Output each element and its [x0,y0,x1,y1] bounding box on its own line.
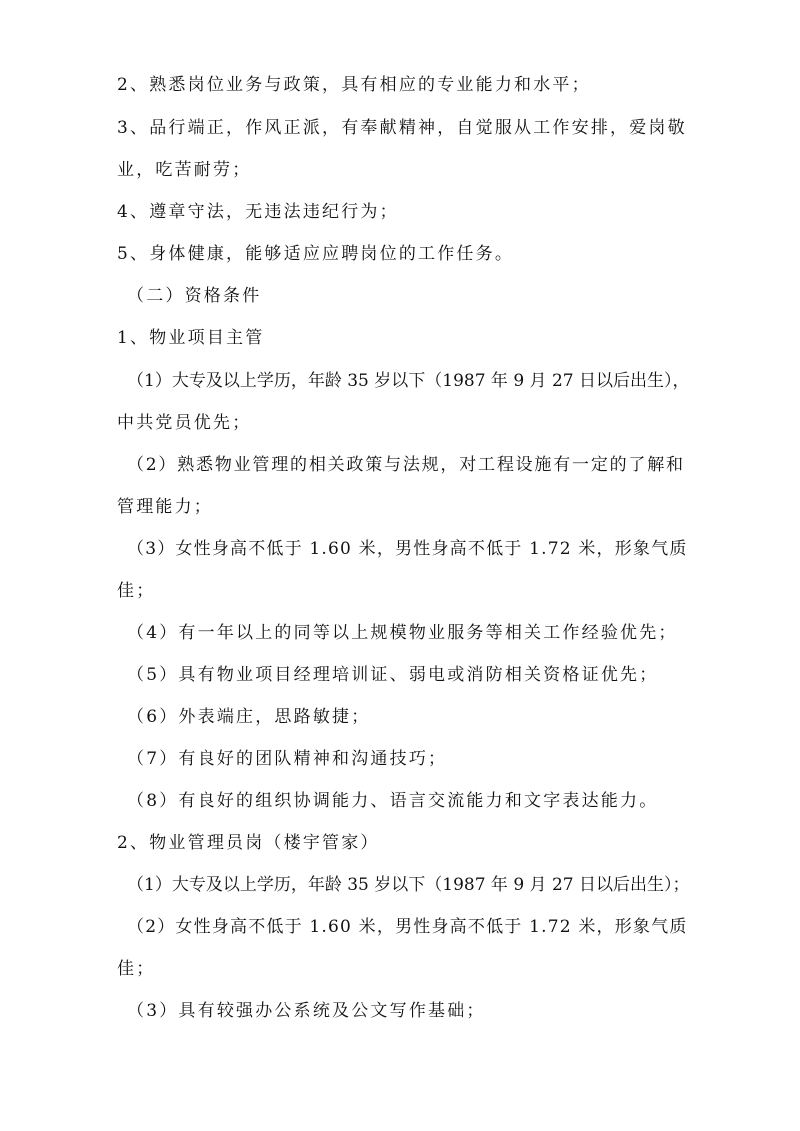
position-1-condition-2: （2）熟悉物业管理的相关政策与法规，对工程设施有一定的了解和 [127,455,685,475]
requirement-item-4: 4、遵章守法，无违法违纪行为； [117,202,399,222]
requirement-item-2: 2、熟悉岗位业务与政策，具有相应的专业能力和水平； [117,75,591,95]
position-1-condition-3-continued: 佳； [117,581,156,601]
position-1-condition-4: （4）有一年以上的同等以上规模物业服务等相关工作经验优先； [127,623,678,643]
requirement-item-5: 5、身体健康，能够适应应聘岗位的工作任务。 [117,244,515,264]
position-1-condition-1-continued: 中共党员优先； [117,413,252,433]
requirement-item-3: 3、品行端正，作风正派，有奉献精神，自觉服从工作安排，爱岗敬 [117,118,687,138]
position-1-condition-6: （6）外表端庄，思路敏捷； [127,707,371,727]
position-1-condition-1: （1）大专及以上学历，年龄 35 岁以下（1987 年 9 月 27 日以后出生）， [127,371,690,391]
position-heading-2: 2、物业管理员岗（楼宇管家） [117,833,380,853]
position-2-condition-2-continued: 佳； [117,959,156,979]
position-2-condition-1: （1）大专及以上学历，年龄 35 岁以下（1987 年 9 月 27 日以后出生）； [127,875,690,895]
section-heading-qualifications: （二）资格条件 [127,286,262,306]
position-2-condition-3: （3）具有较强办公系统及公文写作基础； [127,1001,486,1021]
position-1-condition-2-continued: 管理能力； [117,497,213,517]
position-heading-1: 1、物业项目主管 [117,328,265,348]
position-1-condition-3: （3）女性身高不低于 1.60 米，男性身高不低于 1.72 米，形象气质 [127,539,688,559]
requirement-item-3-continued: 业，吃苦耐劳； [117,160,252,180]
position-2-condition-2: （2）女性身高不低于 1.60 米，男性身高不低于 1.72 米，形象气质 [127,917,688,937]
position-1-condition-5: （5）具有物业项目经理培训证、弱电或消防相关资格证优先； [127,665,659,685]
position-1-condition-7: （7）有良好的团队精神和沟通技巧； [127,749,448,769]
position-1-condition-8: （8）有良好的组织协调能力、语言交流能力和文字表达能力。 [127,791,659,811]
